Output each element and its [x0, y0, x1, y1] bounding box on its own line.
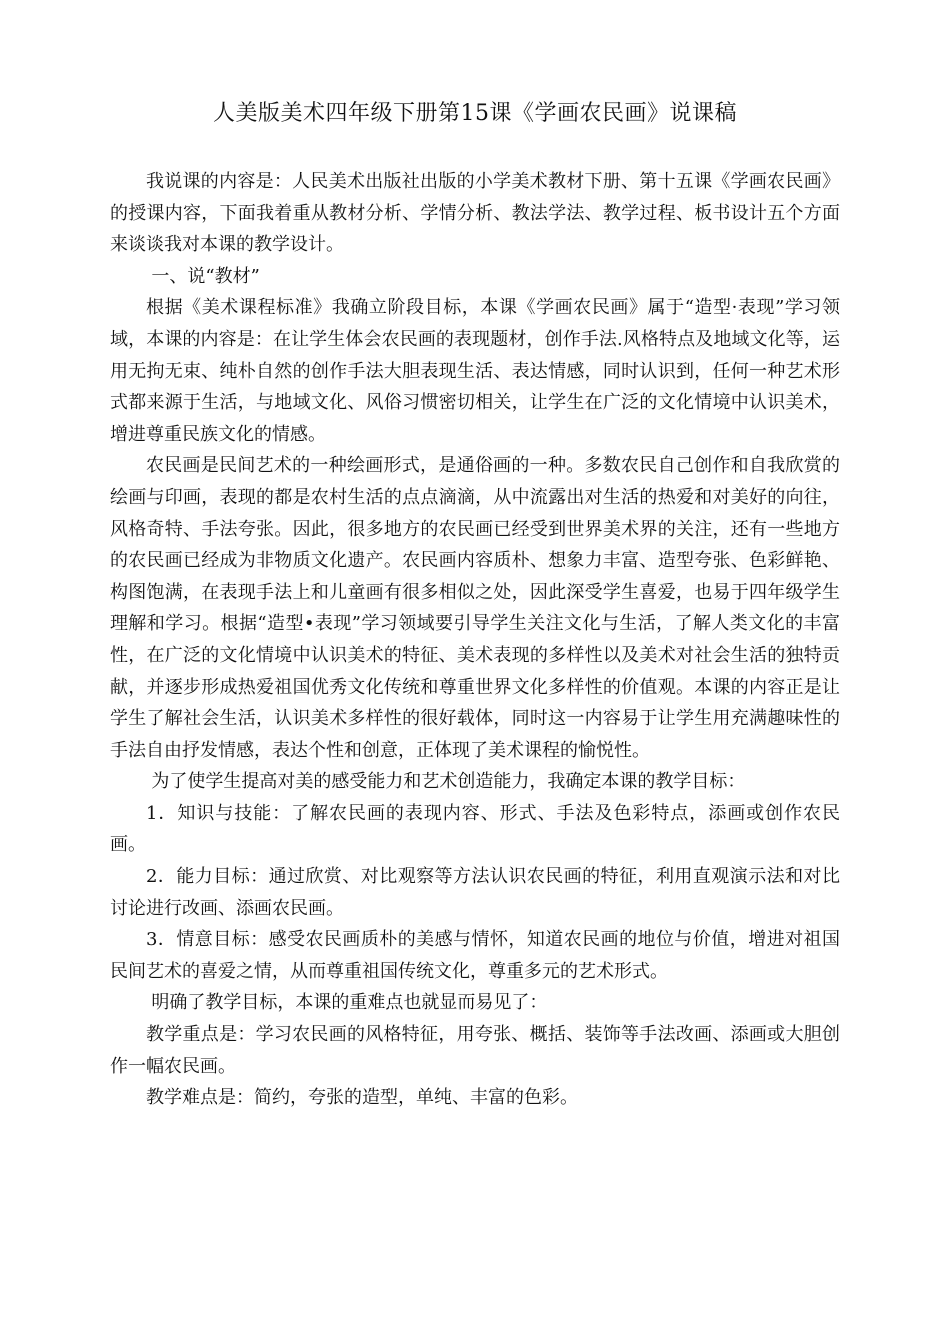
goal-knowledge: 1．知识与技能：了解农民画的表现内容、形式、手法及色彩特点，添画或创作农民画。 — [110, 802, 840, 856]
paragraph-key-point: 教学重点是：学习农民画的风格特征，用夸张、概括、装饰等手法改画、添画或大胆创作一幅农民画。 — [110, 1024, 840, 1077]
document-body — [110, 166, 840, 1114]
goal-ability: 2．能力目标：通过欣赏、对比观察等方法认识农民画的特征，利用直观演示法和对比讨论进行改画、添画农民画。 — [110, 866, 840, 919]
paragraph-intro: 我说课的内容是：人民美术出版社出版的小学美术教材下册、第十五课《学画农民画》的授课内容，下面我着重从教材分析、学情分析、教法学法、教学过程、板书设计五个方面来谈谈我对本课的教学设计。 — [110, 171, 840, 256]
paragraph-difficulty: 教学难点是：简约，夸张的造型，单纯、丰富的色彩。 — [146, 1087, 578, 1109]
paragraph-goals-intro: 为了使学生提高对美的感受能力和艺术创造能力，我确定本课的教学目标： — [151, 771, 746, 793]
page-title: 人美版美术四年级下册第15课《学画农民画》说课稿 — [213, 101, 737, 126]
section-heading-textbook: 一、说“教材” — [151, 265, 260, 287]
paragraph-standard: 根据《美术课程标准》我确立阶段目标，本课《学画农民画》属于“造型·表现”学习领域，本课的内容是：在让学生体会农民画的表现题材，创作手法.风格特点及地域文化等，运用无拘无束、纯朴自然的创作手法大胆表现生活、表达情感，同时认识到，任何一种艺术形式都来源于生活，与地域文化、风俗习惯密切相关，让学生在广泛的文化情境中认识美术，增进尊重民族文化的情感。 — [110, 297, 840, 445]
goal-emotion: 3．情意目标：感受农民画质朴的美感与情怀，知道农民画的地位与价值，增进对祖国民间艺术的喜爱之情，从而尊重祖国传统文化，尊重多元的艺术形式。 — [110, 929, 840, 982]
paragraph-key-points-intro: 明确了教学目标，本课的重难点也就显而易见了： — [151, 992, 548, 1014]
paragraph-peasant-painting: 农民画是民间艺术的一种绘画形式，是通俗画的一种。多数农民自己创作和自我欣赏的绘画与印画，表现的都是农村生活的点点滴滴，从中流露出对生活的热爱和对美好的向往，风格奇特、手法夸张。因此，很多地方的农民画已经受到世界美术界的关注，还有一些地方的农民画已经成为非物质文化遗产。农民画内容质朴、想象力丰富、造型夸张、色彩鲜艳、构图饱满，在表现手法上和儿童画有很多相似之处，因此深受学生喜爱，也易于四年级学生理解和学习。根据“造型•表现”学习领域要引导学生关注文化与生活，了解人类文化的丰富性，在广泛的文化情境中认识美术的特征、美术表现的多样性以及美术对社会生活的独特贡献，并逐步形成热爱祖国优秀文化传统和尊重世界文化多样性的价值观。本课的内容正是让学生了解社会生活，认识美术多样性的很好载体，同时这一内容易于让学生用充满趣味性的手法自由抒发情感，表达个性和创意，正体现了美术课程的愉悦性。 — [110, 455, 840, 761]
